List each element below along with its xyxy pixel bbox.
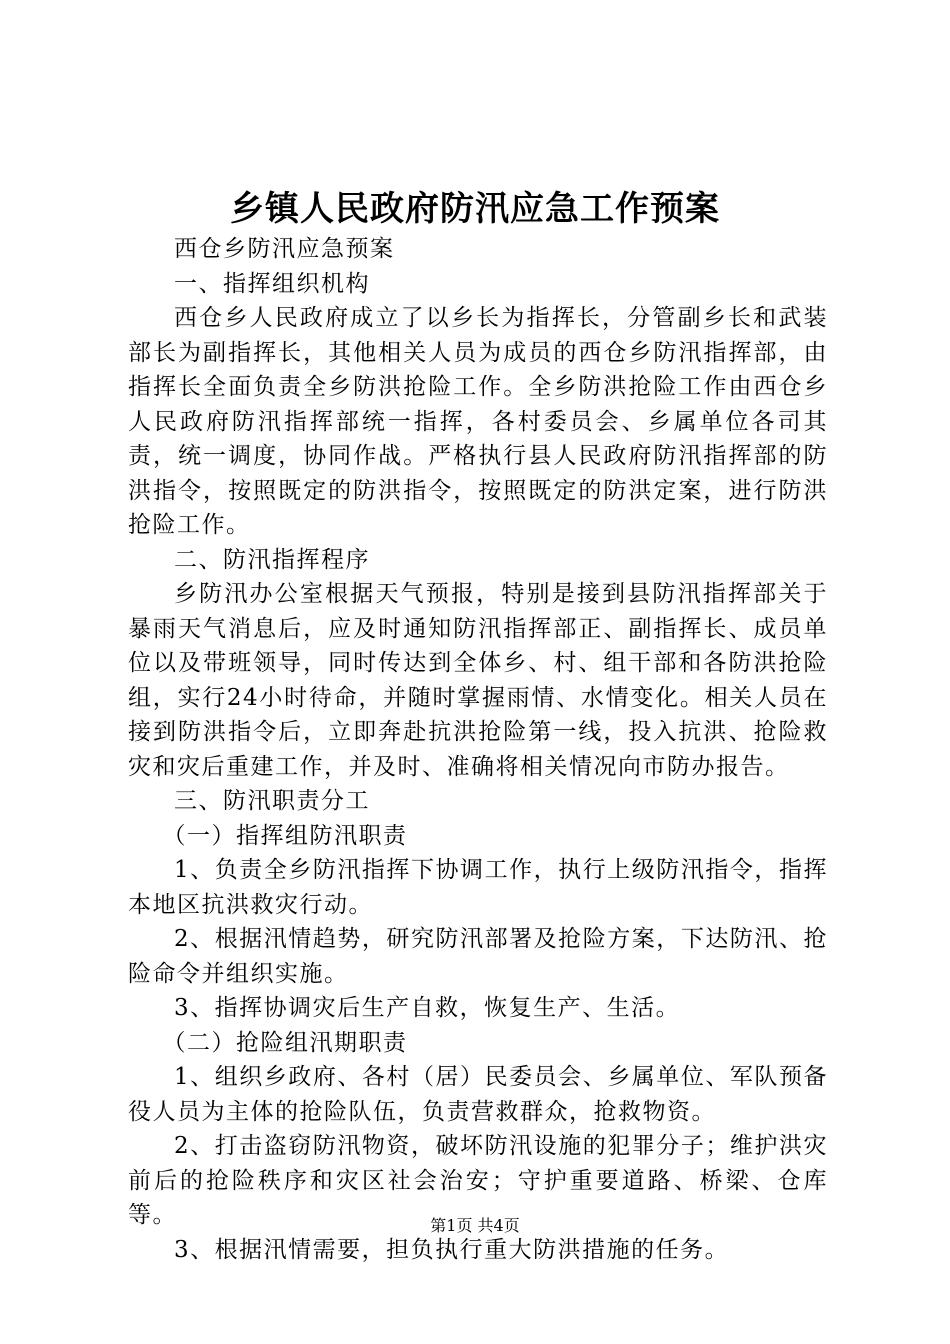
paragraph-procedure: 乡防汛办公室根据天气预报，特别是接到县防汛指挥部关于暴雨天气消息后，应及时通知防汛指挥部正、副指挥长、成员单位以及带班领导，同时传达到全体乡、村、组干部和各防洪抢险组，实行24小时待命，并随时掌握雨情、水情变化。相关人员在接到防洪指令后，立即奔赴抗洪抢险第一线，投入抗洪、抢险救灾和灾后重建工作，并及时、准确将相关情况向市防办报告。 (128, 581, 828, 780)
list-item: 2、根据汛情趋势，研究防汛部署及抢险方案，下达防汛、抢险命令并组织实施。 (128, 926, 828, 987)
section-heading-3: 三、防汛职责分工 (174, 788, 370, 814)
document-body (128, 232, 828, 1267)
paragraph-organization: 西仓乡人民政府成立了以乡长为指挥长，分管副乡长和武装部长为副指挥长，其他相关人员为成员的西仓乡防汛指挥部，由指挥长全面负责全乡防洪抢险工作。全乡防洪抢险工作由西仓乡人民政府防汛指挥部统一指挥，各村委员会、乡属单位各司其责，统一调度，协同作战。严格执行县人民政府防汛指挥部的防洪指令，按照既定的防洪指令，按照既定的防洪定案，进行防洪抢险工作。 (128, 305, 828, 538)
list-item: 2、打击盗窃防汛物资，破坏防汛设施的犯罪分子；维护洪灾前后的抢险秩序和灾区社会治安；守护重要道路、桥梁、仓库等。 (128, 1133, 828, 1228)
subsection-heading-command: （一）指挥组防汛职责 (162, 822, 408, 849)
document-title: 乡镇人民政府防汛应急工作预案 (230, 189, 720, 229)
page-footer: 第1页 共4页 (430, 1216, 520, 1235)
subsection-heading-rescue: （二）抢险组汛期职责 (162, 1029, 408, 1056)
list-item: 1、负责全乡防汛指挥下协调工作，执行上级防汛指令，指挥本地区抗洪救灾行动。 (128, 857, 828, 918)
list-item: 1、组织乡政府、各村（居）民委员会、乡属单位、军队预备役人员为主体的抢险队伍，负责营救群众，抢救物资。 (128, 1064, 828, 1125)
section-heading-1: 一、指挥组织机构 (174, 270, 370, 297)
list-item: 3、指挥协调灾后生产自救，恢复生产、生活。 (174, 995, 681, 1021)
section-heading-2: 二、防汛指挥程序 (174, 546, 370, 573)
list-item: 3、根据汛情需要，担负执行重大防洪措施的任务。 (174, 1236, 730, 1263)
plan-name: 西仓乡防汛应急预案 (174, 236, 395, 262)
